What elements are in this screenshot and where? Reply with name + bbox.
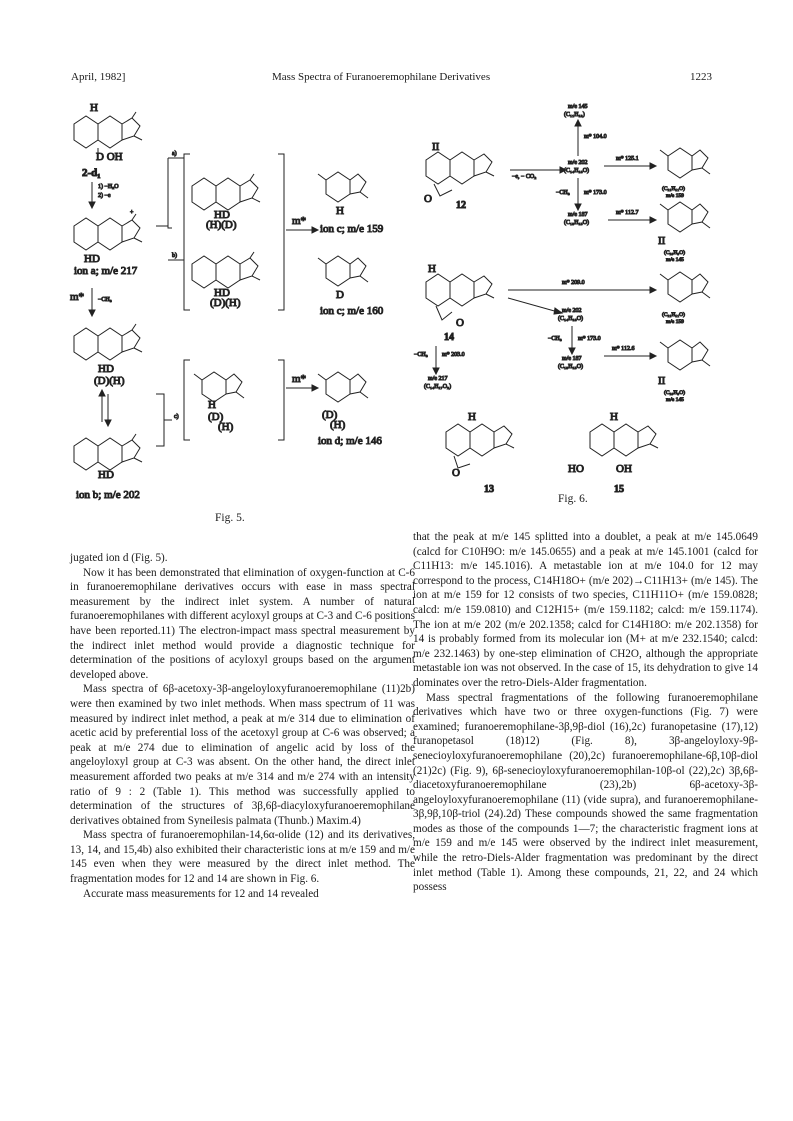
d-oh-label: D OH [96, 151, 123, 163]
r14-p159: (C₁₁H₁₁O) [662, 312, 685, 318]
compound-15: 15 [614, 484, 624, 495]
path-b-label: b) [172, 253, 177, 259]
r12-m104: m* 104.0 [584, 134, 607, 140]
r14-f202: (C₁₄H₁₈O) [558, 316, 584, 322]
r12-f145: (C₁₁H₁₃) [564, 112, 585, 118]
r14-m202: m/e 202 [562, 308, 582, 314]
mstar-label-1: m* [70, 291, 85, 303]
compound-13: 13 [484, 484, 494, 495]
dh-lower: (D)(H) [210, 297, 241, 309]
header-left: April, 1982] [71, 71, 126, 83]
ion-d-label: ion d; m/e 146 [318, 435, 382, 447]
hd-label-b: HD [98, 469, 114, 481]
ion-b-label: ion b; m/e 202 [76, 489, 140, 501]
r12-m145: m/e 145 [568, 104, 588, 110]
r12-m187: m/e 187 [568, 212, 588, 218]
roman-2-r12: II [658, 235, 666, 247]
h-c1: H [336, 205, 344, 217]
r12-m202: m/e 202 [568, 160, 588, 166]
d-c2: D [336, 289, 344, 301]
path-a-label: a) [172, 151, 177, 157]
dh-stack-d1: (D) [322, 409, 338, 421]
paragraph: that the peak at m/e 145 splitted into a doublet, a peak at m/e 145.0649 (calcd for C10H9O: m/e 145.0655) and a peak at m/e 145.1001 (calcd for C11H13: m/e 145.1016). A metastable ion at m/e 104.0 for 12 may correspond to the process, C14H18O+ (m/e 202)→C11H13+ (m/e 145). The ion at m/e 159 for 12 consists of two species, C11H11O+ (m/e 159.0828; calcd: m/e 159.0810) and C12H15+ (m/e 159.1182; calcd: m/e 159.1174). The ion at m/e 202 (m/e 202.1358; calcd for C14H18O: m/e 202.1358) for 14 is probably formed from its molecular ion (M+ at m/e 232.1540; calcd: m/e 232.1463) by one-step elimination of CH2O, although the appropriate metastable ion was not observed. In the case of 15, its dehydration to give 14 dominates over the retro-Diels-Alder fragmentation. [413, 531, 758, 689]
hd-lower: HD [214, 287, 230, 299]
r14-m173: m* 173.0 [578, 336, 601, 342]
r12-p159: (C₁₁H₁₁O) [662, 186, 685, 192]
roman-2-12: II [432, 141, 440, 153]
paragraph: jugated ion d (Fig. 5). [70, 552, 168, 564]
compound-2-d1-label: 2-d₁ [82, 167, 101, 179]
r12-ch3: −CH₃ [556, 190, 570, 196]
dh-stack-d2: (H) [330, 419, 346, 431]
dh-stack-2: (H) [218, 421, 234, 433]
dh-label-mid: (D)(H) [94, 375, 125, 387]
paragraph: Mass spectral fragmentations of the following furanoeremophilane derivatives which have two or three oxygen-functions (Fig. 7) were examined; furanoeremophilane-3β,9β-diol (16),2c) furanopetasine (17),12) furanopetasol (18)12) (Fig. 8), 3β-angeloyloxy-9β-senecioyloxyfuranoeremophilane (20),2c) furanoeremophilane-6β,10β-diol (21)2c) (Fig. 9), 6β-senecioyloxyfuranoeremophilan-10β-ol (22),2c) 3β,6β-diacetoxyfuranoeremophilane (23),2b) 6β-acetoxy-3β-angeloyloxyfuranoeremophilane (11) (vide supra), and furanoeremophilane-3β,9β,10β-triol (24).2d) These compounds showed the same fragmentation modes as those of the compounds 1—7; the characteristic fragment ions at m/e 159 and m/e 145 were observed by the indirect inlet measurement, while the retro-Diels-Alder fragmentation was predominant by the direct inlet method (Table 1). Among these compounds, 21, 22, and 24 which possess [413, 691, 758, 894]
r14-p145: (C₁₀H₉O) [664, 390, 686, 396]
ion-c2-label: ion c; m/e 160 [320, 305, 384, 317]
compound-14: 14 [444, 332, 454, 343]
r12-p145: (C₁₀H₉O) [664, 250, 686, 256]
r12-p159m: m/e 159 [666, 193, 684, 199]
paragraph: Accurate mass measurements for 12 and 14 revealed [83, 887, 319, 900]
paragraph: Now it has been demonstrated that elimination of oxygen-function at C-6 in furanoeremophilane derivatives occurs with ease in mass spectral measurement by the indirect inlet system. A number of natural furanoeremophilanes with different acyloxyl groups at C-3 and C-6 positions have been reported.11) The electron-impact mass spectral measurement by the indirect inlet method would provide a diagnostic technique for determination of the positions of acyloxyl groups based on the argument developed above. [70, 566, 415, 681]
r14-m187: m/e 187 [562, 356, 582, 362]
ho-15: HO [568, 463, 584, 475]
mstar-label-3: m* [292, 373, 307, 385]
hd-paren-upper: (H)(D) [206, 219, 237, 231]
o-14: O [456, 317, 464, 329]
r14-m203: m* 203.0 [442, 352, 465, 358]
top-h-label: H [90, 102, 98, 114]
ion-a-label: ion a; m/e 217 [74, 265, 138, 277]
h-c3: H [208, 399, 216, 411]
o-12: O [424, 193, 432, 205]
ion-c1-label: ion c; m/e 159 [320, 223, 384, 235]
r14-m112: m* 112.6 [612, 346, 635, 352]
header-title: Mass Spectra of Furanoeremophilane Derivatives [272, 71, 491, 83]
reagent-1: 1) −H₂O [98, 184, 119, 190]
r12-m173: m* 173.0 [584, 190, 607, 196]
h-15: H [610, 411, 618, 423]
reagent-2: 2) −e [98, 193, 111, 199]
paragraph: Mass spectra of furanoeremophilan-14,6α-olide (12) and its derivatives, 13, 14, and 15,4b) also exhibited their characteristic ions at m/e 159 and m/e 145 even when they were measured by the direct inlet method. The fragmentation modes for 12 and 14 are shown in Fig. 6. [70, 829, 415, 886]
h-13: H [468, 411, 476, 423]
figure-6-scheme [412, 98, 742, 498]
figure-5-scheme [68, 98, 398, 510]
oh-15: OH [616, 463, 632, 475]
o-13: O [452, 467, 460, 479]
mstar-label-2: m* [292, 215, 307, 227]
r14-f187: (C₁₃H₁₅O) [558, 364, 584, 370]
r14-ch3a: −CH₃ [414, 352, 428, 358]
svg-text:+: + [130, 210, 134, 216]
r12-m112: m* 112.7 [616, 210, 639, 216]
path-c-label: c) [174, 414, 179, 420]
right-column [413, 530, 758, 895]
r12-f202: (C₁₄H₁₈O) [564, 168, 590, 174]
r12-m125: m* 125.1 [616, 156, 639, 162]
h-14: H [428, 263, 436, 275]
r14-p159m: m/e 159 [666, 319, 684, 325]
loss-ch3-label: −CH₃ [98, 297, 112, 303]
r14-m217: m/e 217 [428, 376, 448, 382]
r14-m209: m* 209.0 [562, 280, 585, 286]
left-column [70, 551, 415, 901]
roman-2-r14: II [658, 375, 666, 387]
paragraph: Mass spectra of 6β-acetoxy-3β-angeloyloxyfuranoeremophilane (11)2b) were then examined by two inlet methods. When mass spectrum of 11 was measured by indirect inlet method, a peak at m/e 314 due to elimination of acetic acid by preferential loss of the acetoxyl group at C-6 was observed; a peak at m/e 274 due to elimination of angelic acid by loss of the angeloyloxyl group at C-3 was absent. On the other hand, the direct inlet measurement afforded two peaks at m/e 314 and m/e 274 with an intensity ratio of 9 : 2 (Table 1). This method was successfully applied to determination of the structures of 3β,6β-diacyloxyfuranoeremophilane derivatives obtained from Syneilesis palmata (Thunb.) Maxim.4) [70, 683, 415, 827]
page-number: 1223 [690, 71, 712, 83]
figure-5-caption: Fig. 5. [215, 512, 245, 524]
compound-12: 12 [456, 200, 466, 211]
r14-f217: (C₁₄H₁₇O₂) [424, 384, 452, 390]
hd-label-mid: HD [98, 363, 114, 375]
r12-p145m: m/e 145 [666, 257, 684, 263]
r12-f187: (C₁₃H₁₅O) [564, 220, 590, 226]
r14-p145m: m/e 145 [666, 397, 684, 403]
hd-label-a: HD [84, 253, 100, 265]
dh-stack-1: (D) [208, 411, 224, 423]
figure-6-caption: Fig. 6. [558, 493, 588, 505]
dh-upper: HD [214, 209, 230, 221]
r12-loss: −e, − CO₂ [512, 174, 537, 180]
r14-ch3b: −CH₃ [548, 336, 562, 342]
